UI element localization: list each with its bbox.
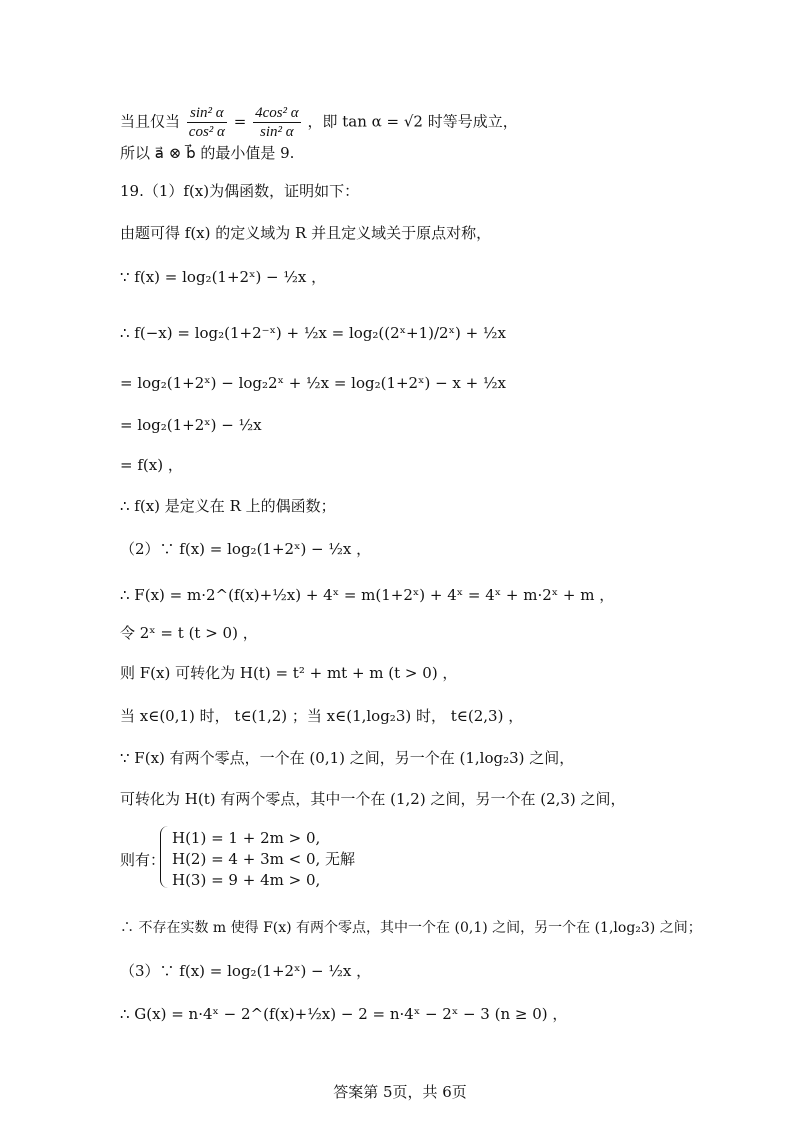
system-brace bbox=[160, 826, 169, 888]
substitution-t: 令 2ˣ = t (t > 0) ， bbox=[120, 624, 258, 642]
interval-mapping: 当 x∈(0,1) 时， t∈(1,2) ；当 x∈(1,log₂3) 时， t∈(2,3) ， bbox=[120, 707, 524, 725]
Fx-expression: ∴ F(x) = m·2^(f(x)+½x) + 4ˣ = m(1+2ˣ) + 4ˣ = 4ˣ + m·2ˣ + m ， bbox=[120, 586, 615, 604]
part2-given: （2）∵ f(x) = log₂(1+2ˣ) − ½x ， bbox=[120, 540, 372, 558]
equals-sign: = bbox=[233, 112, 247, 131]
text-prefix: 当且仅当 bbox=[120, 112, 181, 131]
fraction-4cos-sin bbox=[253, 104, 301, 141]
f-neg-x-derivation: ∴ f(−x) = log₂(1+2⁻ˣ) + ½x = log₂((2ˣ+1)/2ˣ) + ½x bbox=[120, 324, 506, 342]
Gx-expression: ∴ G(x) = n·4ˣ − 2^(f(x)+½x) − 2 = n·4ˣ − 2ˣ − 3 (n ≥ 0) ， bbox=[120, 1005, 568, 1023]
part2-conclusion: ∴ 不存在实数 m 使得 F(x) 有两个零点，其中一个在 (0,1) 之间，另一个在 (1,log₂3) 之间； bbox=[120, 920, 702, 936]
domain-statement: 由题可得 f(x) 的定义域为 R 并且定义域关于原点对称， bbox=[120, 224, 492, 242]
fraction-denominator: sin² α bbox=[260, 124, 294, 140]
page-footer: 答案第 5页，共 6页 bbox=[333, 1083, 467, 1101]
Ht-conversion: 则 F(x) 可转化为 H(t) = t² + mt + m (t > 0) ， bbox=[120, 664, 458, 682]
fraction-sin-cos bbox=[187, 104, 227, 141]
fraction-denominator: cos² α bbox=[188, 124, 225, 140]
q19-part1-heading: 19.（1）f(x)为偶函数，证明如下： bbox=[120, 182, 360, 200]
fraction-numerator: sin² α bbox=[187, 104, 227, 123]
part3-given: （3）∵ f(x) = log₂(1+2ˣ) − ½x ， bbox=[120, 962, 372, 980]
system-label: 则有： bbox=[120, 851, 166, 869]
derivation-step-4: = f(x) ， bbox=[120, 456, 183, 474]
system-eq-2: H(2) = 4 + 3m < 0, 无解 bbox=[172, 850, 356, 868]
system-eq-1: H(1) = 1 + 2m > 0, bbox=[172, 829, 321, 847]
equality-condition-line bbox=[120, 104, 518, 141]
text-suffix: ，即 tan α = √2 时等号成立， bbox=[307, 112, 518, 131]
fraction-numerator: 4cos² α bbox=[255, 105, 299, 121]
derivation-step-2: = log₂(1+2ˣ) − log₂2ˣ + ½x = log₂(1+2ˣ) − x + ½x bbox=[120, 374, 506, 392]
min-value-line: 所以 a⃗ ⊗ b⃗ 的最小值是 9. bbox=[120, 144, 295, 162]
system-eq-3: H(3) = 9 + 4m > 0, bbox=[172, 871, 321, 889]
even-function-conclusion: ∴ f(x) 是定义在 R 上的偶函数； bbox=[120, 497, 336, 515]
zeros-condition-F: ∵ F(x) 有两个零点，一个在 (0,1) 之间，另一个在 (1,log₂3) 之间， bbox=[120, 749, 575, 767]
derivation-step-3: = log₂(1+2ˣ) − ½x bbox=[120, 416, 262, 434]
given-fx: ∵ f(x) = log₂(1+2ˣ) − ½x ， bbox=[120, 268, 327, 286]
zeros-condition-H: 可转化为 H(t) 有两个零点，其中一个在 (1,2) 之间，另一个在 (2,3) 之间， bbox=[120, 790, 626, 808]
